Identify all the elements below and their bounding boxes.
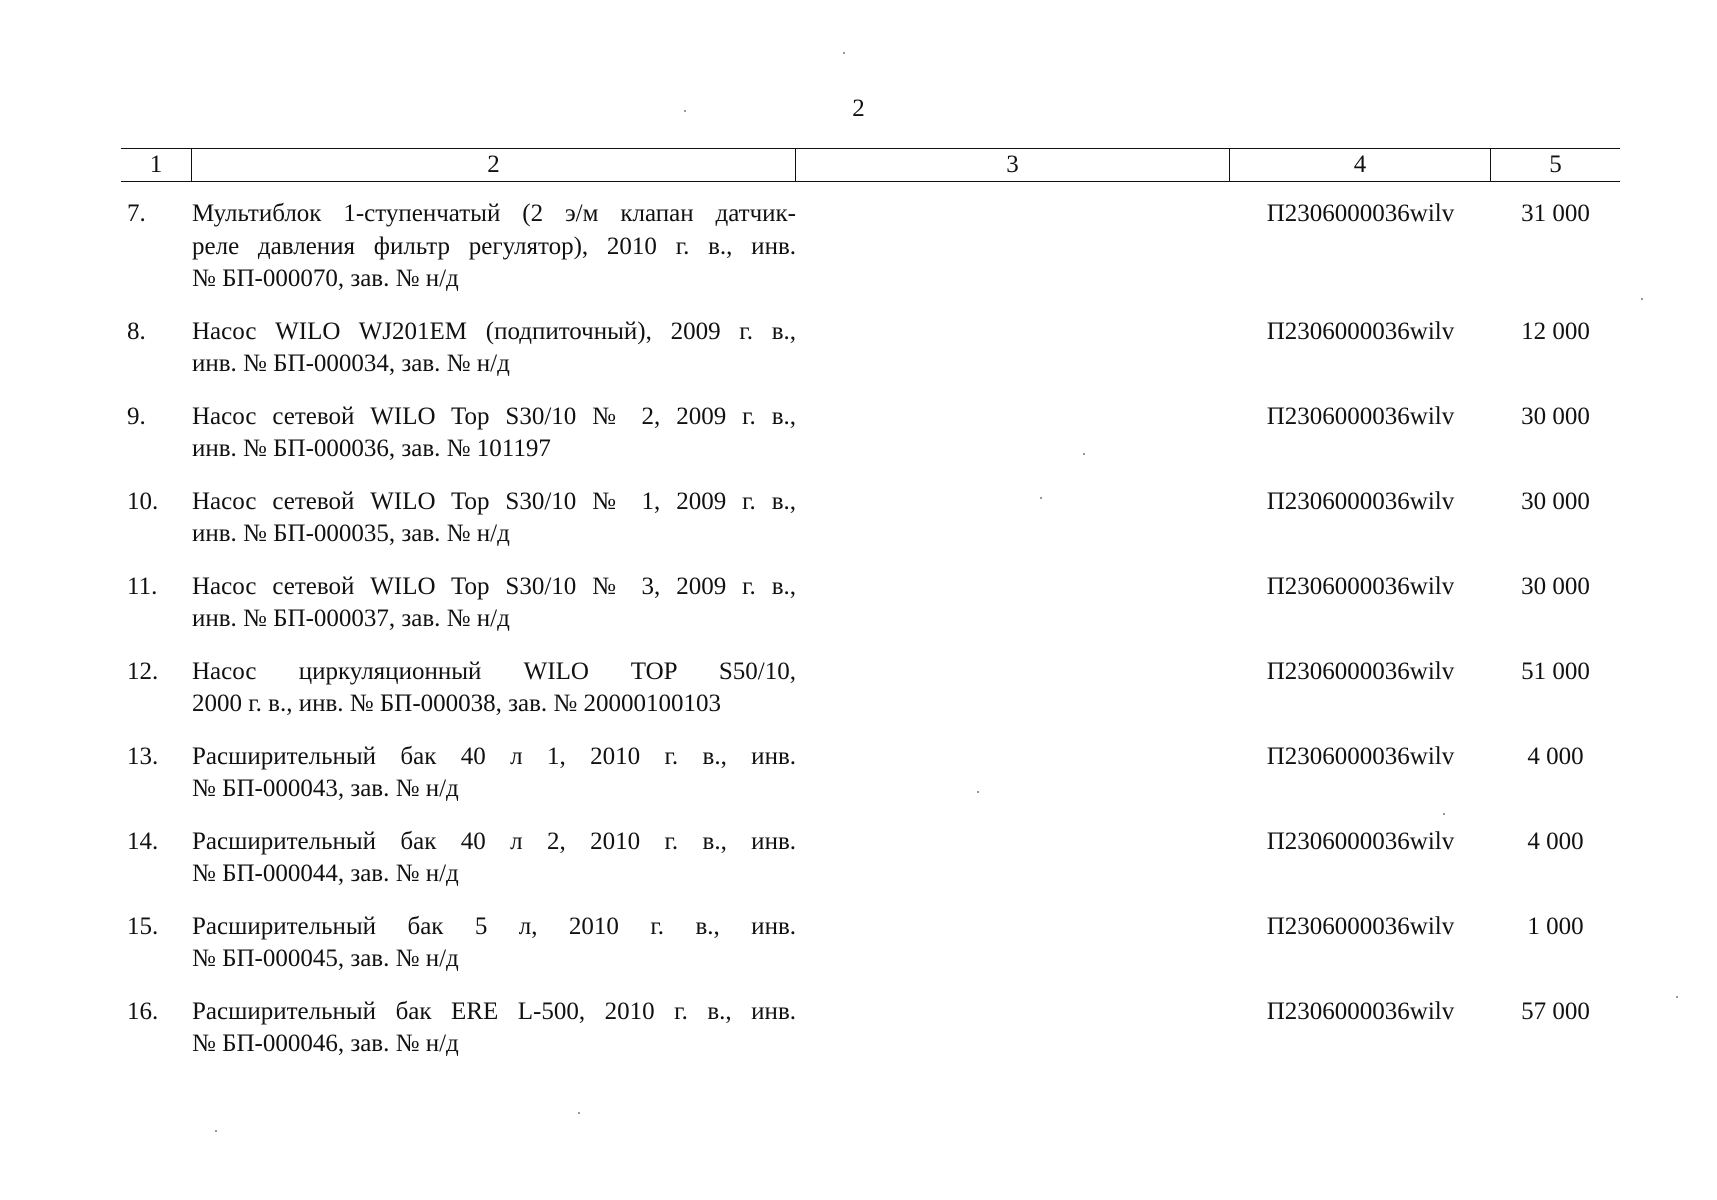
description-line: Расширительный бак 40 л 2, 2010 г. в., инв. xyxy=(192,827,796,855)
item-code: П2306000036wilv xyxy=(1266,487,1455,515)
description-line: Насос сетевой WILO Top S30/10 № 2, 2009 г. в., xyxy=(192,402,796,430)
table-row xyxy=(121,741,1620,806)
item-code: П2306000036wilv xyxy=(1266,657,1455,685)
item-price: 12 000 xyxy=(1521,317,1590,345)
column-3-cell xyxy=(796,198,1230,296)
table-row xyxy=(121,826,1620,891)
column-3-cell xyxy=(796,571,1230,636)
table-row xyxy=(121,486,1620,551)
page-number: 2 xyxy=(852,95,865,122)
description-line: Насос сетевой WILO Top S30/10 № 1, 2009 г. в., xyxy=(192,487,796,515)
description-line: 2000 г. в., инв. № БП-000038, зав. № 20000100103 xyxy=(192,690,722,717)
table-row xyxy=(121,198,1620,296)
table-row xyxy=(121,571,1620,636)
description-line: инв. № БП-000035, зав. № н/д xyxy=(192,520,510,547)
item-price: 4 000 xyxy=(1527,827,1584,855)
column-3-cell xyxy=(796,401,1230,466)
column-header-3: 3 xyxy=(796,149,1230,181)
item-description xyxy=(192,741,796,806)
item-code: П2306000036wilv xyxy=(1266,912,1455,940)
item-code: П2306000036wilv xyxy=(1266,402,1455,430)
row-number: 10. xyxy=(127,487,159,515)
item-description xyxy=(192,911,796,976)
column-header-2: 2 xyxy=(192,149,796,181)
column-header-1: 1 xyxy=(121,149,192,181)
description-line: Насос сетевой WILO Top S30/10 № 3, 2009 г. в., xyxy=(192,572,796,600)
column-3-cell xyxy=(796,826,1230,891)
item-description xyxy=(192,571,796,636)
scan-speck xyxy=(1443,813,1445,815)
column-header-4: 4 xyxy=(1230,149,1491,181)
item-code: П2306000036wilv xyxy=(1266,572,1455,600)
item-code: П2306000036wilv xyxy=(1266,997,1455,1025)
row-number: 16. xyxy=(127,997,159,1025)
scan-speck xyxy=(684,110,686,112)
description-line: Расширительный бак ERE L-500, 2010 г. в., инв. xyxy=(192,997,796,1025)
scan-speck xyxy=(1676,996,1678,998)
item-description xyxy=(192,996,796,1061)
item-price: 1 000 xyxy=(1527,912,1584,940)
row-number: 13. xyxy=(127,742,159,770)
item-price: 30 000 xyxy=(1521,402,1590,430)
column-3-cell xyxy=(796,741,1230,806)
description-line: Расширительный бак 5 л, 2010 г. в., инв. xyxy=(192,912,796,940)
column-3-cell xyxy=(796,656,1230,721)
item-price: 57 000 xyxy=(1521,997,1590,1025)
column-3-cell xyxy=(796,996,1230,1061)
row-number: 7. xyxy=(127,200,146,227)
column-header-5: 5 xyxy=(1549,151,1562,178)
table-row xyxy=(121,401,1620,466)
scan-speck xyxy=(1083,453,1085,455)
description-line: инв. № БП-000036, зав. № 101197 xyxy=(192,435,551,462)
inventory-table xyxy=(121,148,1620,1081)
row-number: 11. xyxy=(127,572,158,600)
item-code: П2306000036wilv xyxy=(1266,317,1455,345)
item-description xyxy=(192,486,796,551)
description-line: Насос WILO WJ201EM (подпиточный), 2009 г. в., xyxy=(192,317,796,345)
description-line: реле давления фильтр регулятор), 2010 г. в., инв. xyxy=(192,232,796,260)
scan-speck xyxy=(977,791,979,793)
column-3-cell xyxy=(796,911,1230,976)
item-price: 51 000 xyxy=(1521,657,1590,685)
description-line: № БП-000070, зав. № н/д xyxy=(192,265,459,292)
description-line: инв. № БП-000034, зав. № н/д xyxy=(192,350,510,377)
table-row xyxy=(121,656,1620,721)
column-3-cell xyxy=(796,316,1230,381)
item-description xyxy=(192,401,796,466)
row-number: 9. xyxy=(127,402,146,430)
item-code: П2306000036wilv xyxy=(1266,827,1455,855)
description-line: № БП-000045, зав. № н/д xyxy=(192,945,459,972)
description-line: № БП-000046, зав. № н/д xyxy=(192,1030,459,1057)
scan-speck xyxy=(843,52,845,54)
description-line: Мультиблок 1-ступенчатый (2 э/м клапан датчик- xyxy=(192,200,796,227)
description-line: № БП-000044, зав. № н/д xyxy=(192,860,459,887)
row-number: 15. xyxy=(127,912,159,940)
table-body xyxy=(121,198,1620,1061)
item-description xyxy=(192,198,796,296)
table-row xyxy=(121,911,1620,976)
item-price: 31 000 xyxy=(1521,200,1590,227)
description-line: Расширительный бак 40 л 1, 2010 г. в., инв. xyxy=(192,742,796,770)
scan-speck xyxy=(1641,298,1643,300)
scan-speck xyxy=(1040,497,1042,499)
table-header-row xyxy=(121,148,1620,182)
description-line: инв. № БП-000037, зав. № н/д xyxy=(192,605,510,632)
table-row xyxy=(121,316,1620,381)
description-line: № БП-000043, зав. № н/д xyxy=(192,775,459,802)
item-price: 30 000 xyxy=(1521,487,1590,515)
row-number: 12. xyxy=(127,657,159,685)
item-code: П2306000036wilv xyxy=(1266,200,1455,227)
item-description xyxy=(192,316,796,381)
item-description xyxy=(192,656,796,721)
row-number: 8. xyxy=(127,317,146,345)
item-price: 4 000 xyxy=(1527,742,1584,770)
column-3-cell xyxy=(796,486,1230,551)
item-price: 30 000 xyxy=(1521,572,1590,600)
row-number: 14. xyxy=(127,827,159,855)
scan-speck xyxy=(578,1112,580,1114)
description-line: Насос циркуляционный WILO TOP S50/10, xyxy=(192,657,796,685)
item-code: П2306000036wilv xyxy=(1266,742,1455,770)
table-row xyxy=(121,996,1620,1061)
scan-speck xyxy=(215,1130,217,1132)
item-description xyxy=(192,826,796,891)
